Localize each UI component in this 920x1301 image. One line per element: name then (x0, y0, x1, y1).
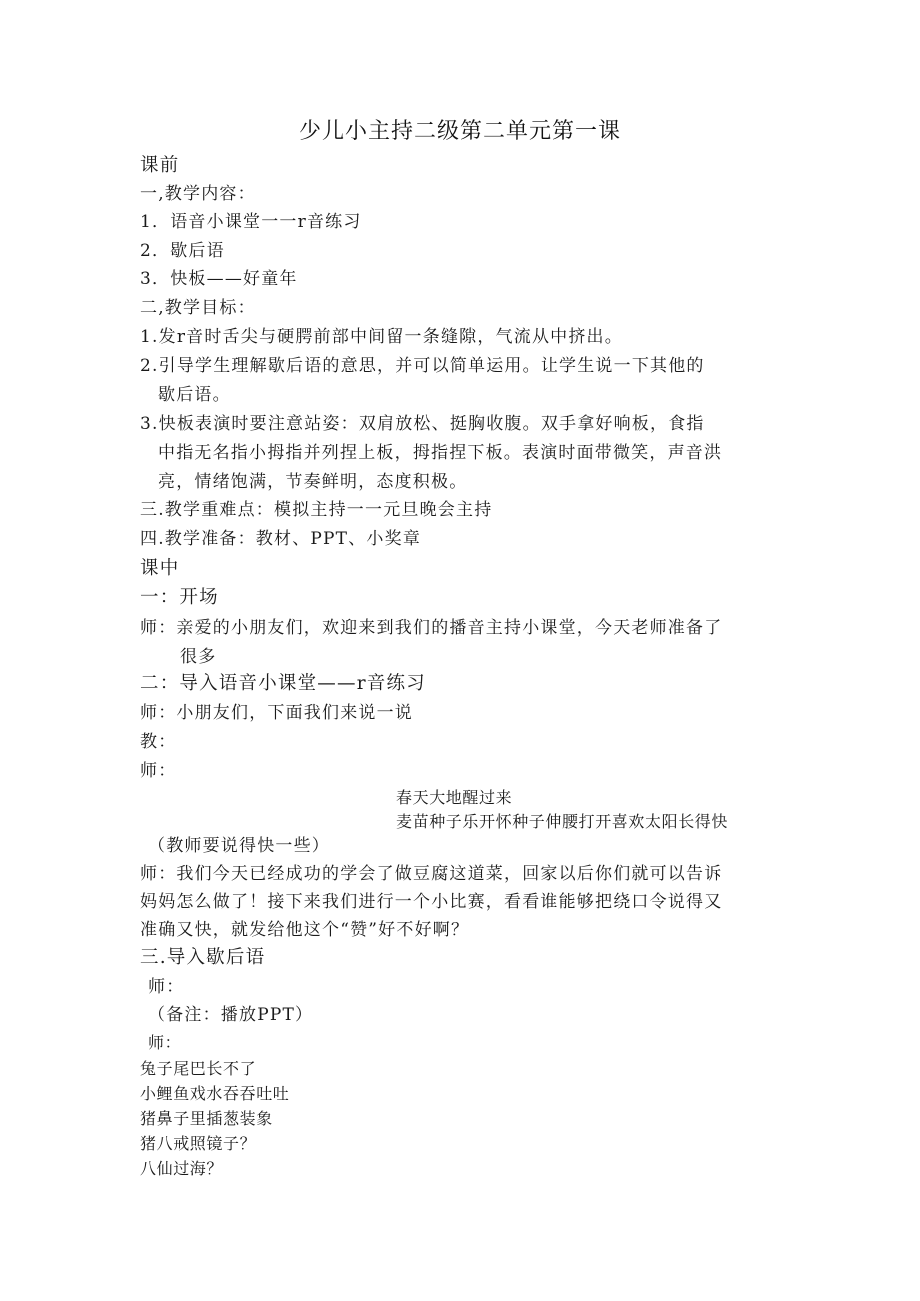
teacher-line-3-cont-1: 妈妈怎么做了！接下来我们进行一个小比赛，看看谁能够把绕口令说得又 (140, 892, 723, 912)
teacher-label-3: 师： (148, 1033, 182, 1052)
teacher-line-1-cont: 很多 (180, 647, 217, 667)
heading-xiehouyu: 三.导入歇后语 (140, 947, 266, 968)
heading-opening: 一：开场 (140, 587, 219, 608)
xiehouyu-2: 小鲤鱼戏水吞吞吐吐 (140, 1084, 290, 1103)
heading-preparation: 四.教学准备：教材、PPT、小奖章 (140, 529, 422, 549)
goal-item-3-cont-1: 中指无名指小拇指并列捏上板，拇指捏下板。表演时面带微笑，声音洪 (158, 443, 723, 463)
heading-pronunciation: 二：导入语音小课堂——r音练习 (140, 673, 426, 694)
heading-teaching-goals: 二,教学目标： (140, 298, 256, 318)
xiehouyu-4: 猪八戒照镜子？ (140, 1134, 257, 1153)
goal-item-2-cont: 歇后语。 (158, 385, 231, 405)
xiehouyu-5: 八仙过海？ (140, 1159, 224, 1178)
content-item-3: 3．快板——好童年 (140, 269, 298, 289)
teacher-note: （教师要说得快一些） (148, 836, 330, 856)
teacher-label-2: 师： (148, 977, 185, 997)
rhyme-line-2: 麦苗种子乐开怀种子伸腰打开喜欢太阳长得快 (396, 812, 729, 831)
content-item-1: 1．语音小课堂一一r音练习 (140, 212, 362, 232)
goal-item-1: 1.发r音时舌尖与硬腭前部中间留一条缝隙，气流从中挤出。 (140, 327, 623, 347)
teach-label: 教： (140, 732, 177, 752)
xiehouyu-1: 兔子尾巴长不了 (140, 1059, 257, 1078)
teacher-line-1: 师：亲爱的小朋友们，欢迎来到我们的播音主持小课堂，今天老师准备了 (140, 618, 723, 638)
xiehouyu-3: 猪鼻子里插葱装象 (140, 1109, 273, 1128)
goal-item-2: 2.引导学生理解歇后语的意思，并可以简单运用。让学生说一下其他的 (140, 356, 705, 376)
rhyme-line-1: 春天大地醒过来 (396, 788, 513, 807)
goal-item-3-cont-2: 亮，情绪饱满，节奏鲜明，态度积极。 (158, 472, 468, 492)
heading-teaching-content: 一,教学内容： (140, 184, 256, 204)
teacher-line-2: 师：小朋友们，下面我们来说一说 (140, 703, 413, 723)
section-in-class: 课中 (140, 558, 180, 579)
teacher-line-3-cont-2: 准确又快，就发给他这个“赞”好不好啊？ (140, 920, 470, 940)
document-title: 少儿小主持二级第二单元第一课 (298, 119, 621, 144)
teacher-line-3: 师：我们今天已经成功的学会了做豆腐这道菜，回家以后你们就可以告诉 (140, 864, 723, 884)
goal-item-3: 3.快板表演时要注意站姿：双肩放松、挺胸收腹。双手拿好响板，食指 (140, 414, 705, 434)
heading-key-points: 三.教学重难点：模拟主持一一元旦晚会主持 (140, 500, 493, 520)
section-before-class: 课前 (140, 155, 180, 176)
remark-ppt: （备注：播放PPT） (148, 1005, 314, 1025)
teacher-label-1: 师： (140, 761, 177, 781)
content-item-2: 2．歇后语 (140, 241, 225, 261)
